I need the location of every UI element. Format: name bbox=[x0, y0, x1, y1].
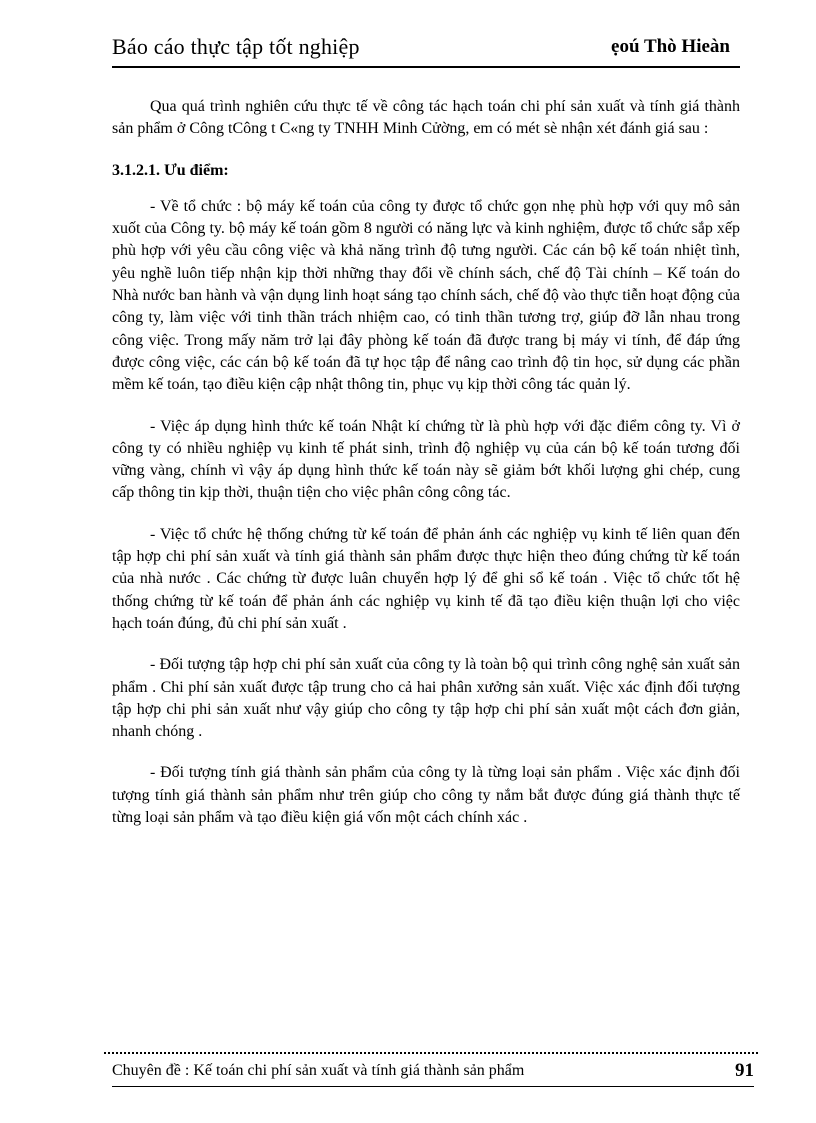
page-number: 91 bbox=[735, 1060, 754, 1081]
author-name: ẹoú Thò Hieàn bbox=[611, 36, 730, 57]
paragraph-costing-object: - Đối tượng tính giá thành sản phẩm của công ty là từng loại sản phẩm . Việc xác định đối tượng tính giá thành sản phẩm như trên giúp cho công ty nắm bắt được đúng giá thành thực tế từng loại sản phẩm và tạo điều kiện giá vốn một cách chính xác . bbox=[112, 764, 740, 827]
page-header bbox=[112, 30, 740, 68]
paragraph-organization: - Về tổ chức : bộ máy kế toán của công ty được tổ chức gọn nhẹ phù hợp với quy mô sản xuốt của Công ty. bộ máy kế toán gồm 8 người có năng lực và kinh nghiệm, được tổ chức sắp xếp phù hợp với yêu cầu công việc và khả năng trình độ tưng người. Các cán bộ kế toán nhiệt tình, yêu nghề luôn tiếp nhận kịp thời những thay đổi về chính sách, chế độ Tài chính – Kế toán do Nhà nước ban hành và vận dụng linh hoạt sáng tạo chính sách, chế độ vào thực tiễn hoạt động của công ty, làm việc với tinh thần trách nhiệm cao, có tinh thần tương trợ, giúp đỡ lẫn nhau trong công việc. Trong mấy năm trở lại đây phòng kế toán đã được trang bị máy vi tính, để đáp ứng được công việc, các cán bộ kế toán đã tự học tập để nâng cao trình độ tin học, sử dụng các phần mềm kế toán, tạo điều kiện cập nhật thông tin, phục vụ kịp thời công tác quản lý. bbox=[112, 197, 740, 394]
footer-divider bbox=[104, 1052, 758, 1054]
report-title: Báo cáo thực tập tốt nghiệp bbox=[112, 34, 360, 59]
page-footer bbox=[112, 1060, 754, 1087]
paragraph-cost-object: - Đối tượng tập hợp chi phí sản xuất của công ty là toàn bộ qui trình công nghệ sản xuất sản phẩm . Chi phí sản xuất được tập trung cho cả hai phân xưởng sản xuất. Việc xác định đối tượng tập hợp chi phi sản xuất như vậy giúp cho công ty tập hợp chi phí sản xuất một cách đơn giản, nhanh chóng . bbox=[112, 656, 740, 741]
paragraph-documents: - Việc tổ chức hệ thống chứng từ kế toán để phản ánh các nghiệp vụ kinh tế liên quan đến tập hợp chi phí sản xuất và tính giá thành sản phẩm được thực hiện theo đúng chứng từ kế toán của nhà nước . Các chứng từ được luân chuyển hợp lý để ghi sổ kế toán . Việc tổ chức tốt hệ thống chứng từ kế toán để phản ánh các nghiệp vụ kinh tế đã tạo điều kiện thuận lợi cho việc hạch toán đúng, đủ chi phí sản xuất . bbox=[112, 525, 740, 632]
section-heading: 3.1.2.1. Ưu điểm: bbox=[112, 161, 229, 179]
intro-paragraph: Qua quá trình nghiên cứu thực tế về công tác hạch toán chi phí sản xuất và tính giá thành sản phẩm ở Công tCông t C«ng ty TNHH Minh Cửờng, em có mét sè nhận xét đánh giá sau : bbox=[112, 98, 740, 138]
paragraph-journal-form: - Việc áp dụng hình thức kế toán Nhật kí chứng từ là phù hợp với đặc điểm công ty. Vì ở công ty có nhiều nghiệp vụ kinh tế phát sinh, trình độ nghiệp vụ của cán bộ kế toán tương đối vững vàng, chính vì vậy áp dụng hình thức kế toán này sẽ giảm bớt khối lượng ghi chép, cung cấp thông tin kịp thời, thuận tiện cho việc phân công công tác. bbox=[112, 417, 740, 502]
page-body bbox=[112, 96, 740, 848]
footer-topic: Chuyên đề : Kế toán chi phí sản xuất và tính giá thành sản phẩm bbox=[112, 1062, 525, 1079]
